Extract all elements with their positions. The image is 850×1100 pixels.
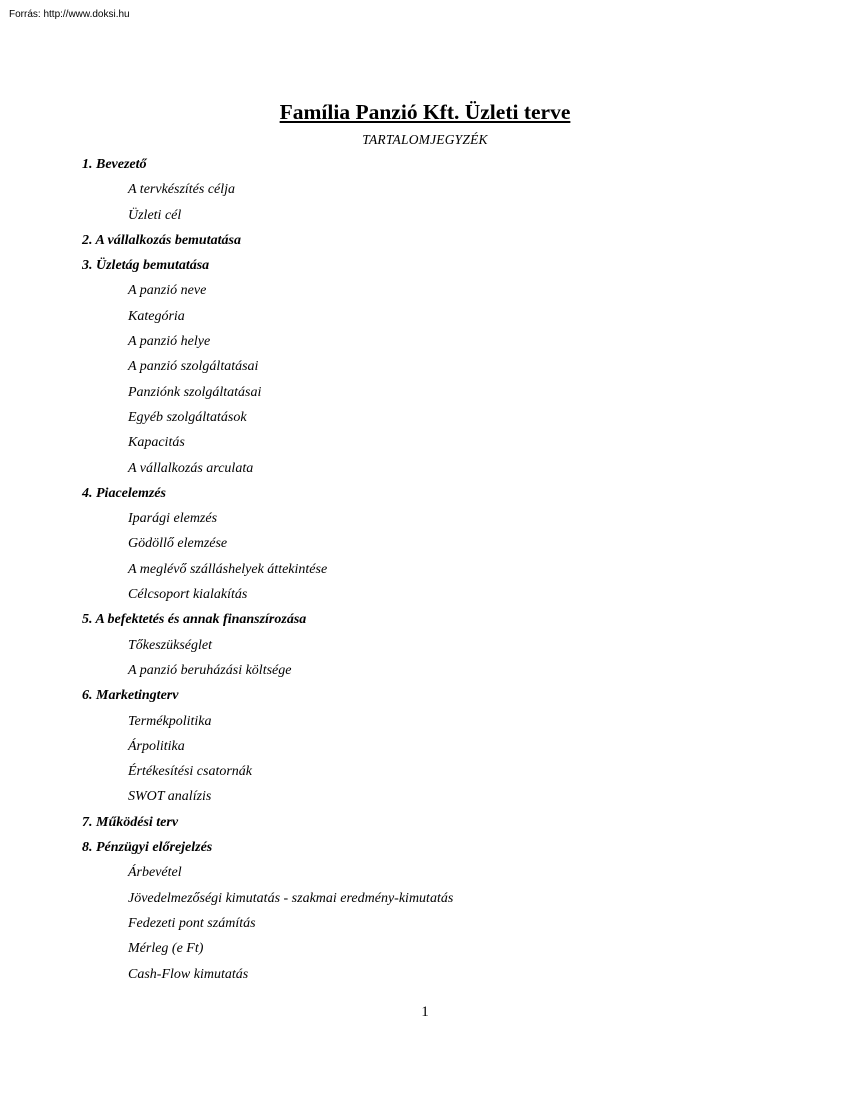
toc-subsection-item: Üzleti cél [128, 207, 182, 223]
toc-subsection-item: Jövedelmezőségi kimutatás - szakmai eredmény-kimutatás [128, 890, 454, 906]
toc-subsection-item: Tőkeszükséglet [128, 637, 212, 653]
toc-section-heading: 6. Marketingterv [82, 688, 179, 704]
toc-subsection-item: Mérleg (e Ft) [128, 941, 204, 957]
toc-subsection-item: Árpolitika [128, 738, 185, 754]
toc-subsection-item: A panzió beruházási költsége [128, 662, 292, 678]
toc-subsection-item: Gödöllő elemzése [128, 536, 228, 552]
toc-section-heading: 5. A befektetés és annak finanszírozása [82, 612, 307, 628]
toc-subsection-item: A panzió helye [128, 334, 211, 350]
toc-subsection-item: A panzió neve [128, 283, 207, 299]
toc-subsection-item: Kapacitás [128, 435, 185, 451]
toc-section-heading: 8. Pénzügyi előrejelzés [82, 840, 213, 856]
toc-section-heading: 3. Üzletág bemutatása [82, 258, 210, 274]
table-of-contents [82, 155, 782, 990]
toc-subsection-item: Panziónk szolgáltatásai [128, 384, 262, 400]
toc-subsection-item: A tervkészítés célja [128, 182, 236, 198]
toc-subsection-item: Célcsoport kialakítás [128, 587, 248, 603]
toc-subsection-item: SWOT analízis [128, 789, 212, 805]
toc-subsection-item: Kategória [128, 308, 185, 324]
toc-subsection-item: Cash-Flow kimutatás [128, 966, 249, 982]
toc-section-heading: 7. Működési terv [82, 814, 179, 830]
toc-subsection-item: Termékpolitika [128, 713, 212, 729]
toc-heading: TARTALOMJEGYZÉK [362, 132, 488, 147]
toc-subsection-item: Árbevétel [128, 865, 182, 881]
toc-subsection-item: Egyéb szolgáltatások [128, 409, 247, 425]
toc-subsection-item: A panzió szolgáltatásai [128, 359, 259, 375]
source-line: Forrás: http://www.doksi.hu [9, 9, 130, 20]
toc-subsection-item: A vállalkozás arculata [128, 460, 254, 476]
toc-subsection-item: Fedezeti pont számítás [128, 915, 256, 931]
toc-section-heading: 2. A vállalkozás bemutatása [82, 232, 241, 248]
document-title: Família Panzió Kft. Üzleti terve [279, 100, 571, 124]
toc-subsection-item: Értékesítési csatornák [128, 764, 253, 780]
page-number: 1 [421, 1004, 429, 1020]
toc-section-heading: 4. Piacelemzés [82, 485, 166, 501]
toc-subsection-item: Iparági elemzés [128, 511, 218, 527]
toc-subsection-item: A meglévő szálláshelyek áttekintése [128, 561, 328, 577]
toc-section-heading: 1. Bevezető [82, 157, 147, 172]
